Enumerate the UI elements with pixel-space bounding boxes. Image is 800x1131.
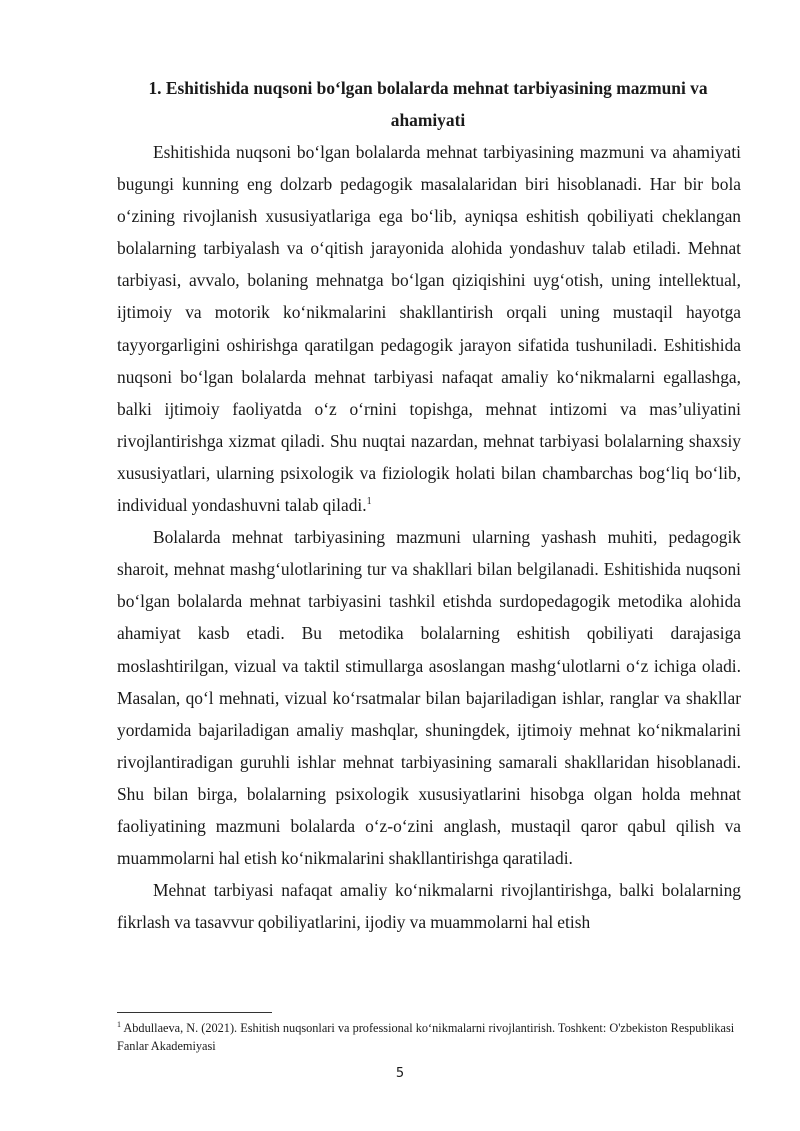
section-title: 1. Eshitishida nuqsoni bo‘lgan bolalarda mehnat tarbiyasining mazmuni va ahamiyati [148, 78, 708, 130]
body-text [117, 136, 741, 938]
paragraph-1 [117, 136, 741, 521]
paragraph-3: Mehnat tarbiyasi nafaqat amaliy ko‘nikmalarni rivojlantirishga, balki bolalarning fikrlash va tasavvur qobiliyatlarini, ijodiy va muammolarni hal etish [117, 880, 741, 933]
page-number: 5 [395, 1066, 405, 1081]
paragraph-2: Bolalarda mehnat tarbiyasining mazmuni ularning yashash muhiti, pedagogik sharoit, mehnat mashg‘ulotlarining tur va shakllari bilan belgilanadi. Eshitishida nuqsoni bo‘lgan bolalarda mehnat tarbiyasini tashkil etishda surdopedagogik metodika alohida ahamiyat kasb etadi. Bu metodika bolalarning eshitish qobiliyati darajasiga moslashtirilgan, vizual va taktil stimullarga asoslangan mashg‘ulotlarni o‘z ichiga oladi. Masalan, qo‘l mehnati, vizual ko‘rsatmalar bilan bajariladigan ishlar, ranglar va shakllar yordamida bajariladigan amaliy mashqlar, shuningdek, ijtimoiy mehnat ko‘nikmalarini rivojlantiradigan guruhli ishlar mehnat tarbiyasining samarali shakllaridan hisoblanadi. Shu bilan birga, bolalarning psixologik xususiyatlarini hisobga olgan holda mehnat faoliyatining mazmuni bolalarda o‘z-o‘zini anglash, mustaqil qaror qabul qilish va muammolarni hal etish ko‘nikmalarini shakllantirishga qaratiladi. [117, 527, 741, 869]
footnote [117, 1019, 741, 1055]
footnote-separator [117, 1012, 272, 1013]
footnote-text: Abdullaeva, N. (2021). Eshitish nuqsonlari va professional ko‘nikmalarni rivojlantirish. Toshkent: O'zbekiston Respublikasi Fanlar Akademiyasi [117, 1021, 735, 1053]
paragraph-1-text: Eshitishida nuqsoni bo‘lgan bolalarda mehnat tarbiyasining mazmuni va ahamiyati bugungi kunning eng dolzarb pedagogik masalalaridan biri hisoblanadi. Har bir bola o‘zining rivojlanish xususiyatlariga ega bo‘lib, ayniqsa eshitish qobiliyati cheklangan bolalarning tarbiyalash va o‘qitish jarayonida alohida yondashuv talab etiladi. Mehnat tarbiyasi, avvalo, bolaning mehnatga bo‘lgan qiziqishini uyg‘otish, uning intellektual, ijtimoiy va motorik ko‘nikmalarini shakllantirish orqali uning mustaqil hayotga tayyorgarligini oshirishga qaratilgan pedagogik jarayon sifatida tushuniladi. Eshitishida nuqsoni bo‘lgan bolalarda mehnat tarbiyasi nafaqat amaliy ko‘nikmalarni egallashga, balki ijtimoiy faoliyatda o‘z o‘rnini topishga, mehnat intizomi va mas’uliyatini rivojlantirishga xizmat qiladi. Shu nuqtai nazardan, mehnat tarbiyasi bolalarning shaxsiy xususiyatlari, ularning psixologik va fiziologik holati bilan chambarchas bog‘liq bo‘lib, individual yondashuvni talab qiladi. [117, 142, 741, 516]
footnote-reference[interactable]: 1 [366, 496, 372, 508]
footnote-mark: 1 [117, 1019, 121, 1029]
